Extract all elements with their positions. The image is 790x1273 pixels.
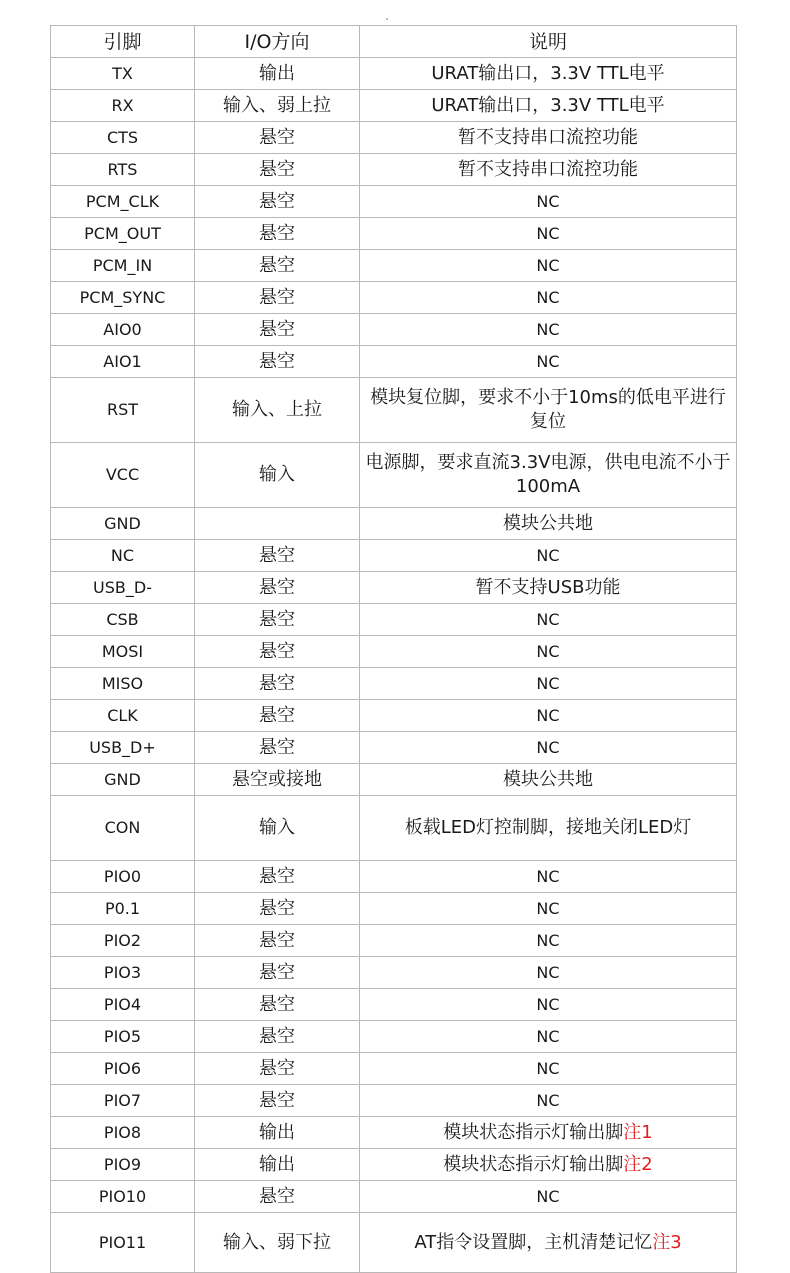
table-row (51, 732, 737, 764)
table-row (51, 218, 737, 250)
table-row (51, 122, 737, 154)
io-direction-cell: 悬空 (195, 636, 360, 668)
description-cell (360, 1181, 737, 1213)
pin-name-cell: MISO (51, 668, 195, 700)
table-row (51, 700, 737, 732)
description-cell (360, 1213, 737, 1273)
io-direction-cell: 输入、弱下拉 (195, 1213, 360, 1273)
description-cell (360, 861, 737, 893)
description-text: NC (536, 962, 560, 982)
description-cell (360, 636, 737, 668)
io-direction-cell: 输入、弱上拉 (195, 90, 360, 122)
description-text: 暂不支持USB功能 (475, 576, 621, 598)
description-text: 模块状态指示灯输出脚 (443, 1121, 624, 1143)
table-row (51, 1213, 737, 1273)
description-text: NC (536, 223, 560, 243)
pin-name-cell: RX (51, 90, 195, 122)
pin-name-cell: TX (51, 58, 195, 90)
description-cell (360, 1117, 737, 1149)
description-cell (360, 732, 737, 764)
pin-name-cell: RST (51, 378, 195, 443)
description-cell (360, 989, 737, 1021)
footnote-ref: 注1 (623, 1121, 653, 1143)
io-direction-cell: 悬空 (195, 1053, 360, 1085)
io-direction-cell: 悬空 (195, 893, 360, 925)
description-text: AT指令设置脚，主机清楚记忆 (414, 1231, 653, 1253)
description-text: NC (536, 1186, 560, 1206)
description-text: NC (536, 994, 560, 1014)
description-cell (360, 508, 737, 540)
table-row (51, 572, 737, 604)
description-text: NC (536, 351, 560, 371)
description-cell (360, 700, 737, 732)
table-row (51, 250, 737, 282)
description-cell (360, 122, 737, 154)
pin-name-cell: PCM_SYNC (51, 282, 195, 314)
table-row (51, 764, 737, 796)
io-direction-cell: 悬空 (195, 314, 360, 346)
pin-name-cell: PIO6 (51, 1053, 195, 1085)
io-direction-cell: 悬空 (195, 218, 360, 250)
description-text: NC (536, 287, 560, 307)
io-direction-cell: 悬空 (195, 989, 360, 1021)
description-cell (360, 250, 737, 282)
description-cell (360, 893, 737, 925)
pin-name-cell: CTS (51, 122, 195, 154)
description-cell (360, 668, 737, 700)
table-row (51, 989, 737, 1021)
description-text: NC (536, 898, 560, 918)
table-row (51, 90, 737, 122)
description-text: NC (536, 191, 560, 211)
description-cell (360, 1053, 737, 1085)
io-direction-cell: 悬空 (195, 282, 360, 314)
table-row (51, 1085, 737, 1117)
pin-name-cell: MOSI (51, 636, 195, 668)
description-cell (360, 796, 737, 861)
description-text: 模块复位脚，要求不小于10ms的低电平进行复位 (370, 387, 726, 432)
io-direction-cell: 悬空或接地 (195, 764, 360, 796)
pin-name-cell: PIO11 (51, 1213, 195, 1273)
table-row (51, 925, 737, 957)
io-direction-cell: 悬空 (195, 122, 360, 154)
footnote-ref: 注3 (652, 1231, 682, 1253)
description-text: 板载LED灯控制脚，接地关闭LED灯 (404, 817, 692, 838)
description-text: NC (536, 1058, 560, 1078)
table-row (51, 1021, 737, 1053)
description-cell (360, 572, 737, 604)
io-direction-cell: 悬空 (195, 668, 360, 700)
description-text: URAT输出口，3.3V TTL电平 (431, 62, 665, 84)
io-direction-cell: 悬空 (195, 604, 360, 636)
io-direction-cell: 输出 (195, 58, 360, 90)
pin-table-body (51, 58, 737, 1273)
pin-name-cell: PIO3 (51, 957, 195, 989)
table-row (51, 282, 737, 314)
pin-table (50, 25, 737, 1273)
description-cell (360, 1085, 737, 1117)
description-text: 电源脚，要求直流3.3V电源，供电电流不小于100mA (365, 452, 731, 497)
description-text: 暂不支持串口流控功能 (458, 126, 638, 148)
pin-name-cell: CON (51, 796, 195, 861)
description-cell (360, 604, 737, 636)
pin-name-cell: PCM_OUT (51, 218, 195, 250)
pin-name-cell: NC (51, 540, 195, 572)
table-row (51, 636, 737, 668)
pin-name-cell: PCM_IN (51, 250, 195, 282)
pin-name-cell: AIO1 (51, 346, 195, 378)
io-direction-cell: 输入、上拉 (195, 378, 360, 443)
pin-name-cell: AIO0 (51, 314, 195, 346)
description-cell (360, 58, 737, 90)
pin-name-cell: P0.1 (51, 893, 195, 925)
pin-name-cell: CLK (51, 700, 195, 732)
pin-name-cell: PIO0 (51, 861, 195, 893)
io-direction-cell: 悬空 (195, 1181, 360, 1213)
table-row (51, 58, 737, 90)
io-direction-cell: 悬空 (195, 700, 360, 732)
description-text: 暂不支持串口流控功能 (458, 158, 638, 180)
table-header-row (51, 26, 737, 58)
pin-name-cell: GND (51, 508, 195, 540)
description-cell (360, 1149, 737, 1181)
io-direction-cell: 悬空 (195, 1021, 360, 1053)
description-text: NC (536, 319, 560, 339)
table-row (51, 1181, 737, 1213)
table-row (51, 668, 737, 700)
pin-name-cell: USB_D+ (51, 732, 195, 764)
description-cell (360, 186, 737, 218)
pin-name-cell: CSB (51, 604, 195, 636)
description-text: NC (536, 1026, 560, 1046)
description-cell (360, 378, 737, 443)
description-cell (360, 282, 737, 314)
table-row (51, 186, 737, 218)
pin-name-cell: PIO8 (51, 1117, 195, 1149)
pin-name-cell: PIO9 (51, 1149, 195, 1181)
io-direction-cell: 悬空 (195, 250, 360, 282)
description-text: URAT输出口，3.3V TTL电平 (431, 94, 665, 116)
pin-name-cell: PCM_CLK (51, 186, 195, 218)
description-text: NC (536, 737, 560, 757)
io-direction-cell (195, 508, 360, 540)
table-row (51, 540, 737, 572)
description-cell (360, 764, 737, 796)
header-description: 说明 (360, 26, 737, 58)
header-pin: 引脚 (51, 26, 195, 58)
io-direction-cell: 输出 (195, 1117, 360, 1149)
description-text: NC (536, 930, 560, 950)
io-direction-cell: 输出 (195, 1149, 360, 1181)
io-direction-cell: 输入 (195, 443, 360, 508)
description-text: NC (536, 255, 560, 275)
io-direction-cell: 悬空 (195, 154, 360, 186)
description-cell (360, 540, 737, 572)
description-text: NC (536, 866, 560, 886)
table-row (51, 314, 737, 346)
io-direction-cell: 悬空 (195, 925, 360, 957)
table-row (51, 604, 737, 636)
description-cell (360, 90, 737, 122)
description-cell (360, 443, 737, 508)
description-text: 模块状态指示灯输出脚 (443, 1153, 624, 1175)
table-row (51, 1053, 737, 1085)
io-direction-cell: 悬空 (195, 540, 360, 572)
description-text: NC (536, 705, 560, 725)
header-io-direction: I/O方向 (195, 26, 360, 58)
pin-name-cell: USB_D- (51, 572, 195, 604)
description-text: NC (536, 1090, 560, 1110)
description-text: NC (536, 609, 560, 629)
pin-name-cell: PIO10 (51, 1181, 195, 1213)
description-cell (360, 154, 737, 186)
io-direction-cell: 悬空 (195, 957, 360, 989)
description-cell (360, 314, 737, 346)
table-row (51, 508, 737, 540)
description-cell (360, 925, 737, 957)
description-cell (360, 346, 737, 378)
pin-name-cell: PIO7 (51, 1085, 195, 1117)
table-row (51, 154, 737, 186)
description-text: NC (536, 545, 560, 565)
io-direction-cell: 悬空 (195, 732, 360, 764)
description-text: 模块公共地 (503, 512, 593, 534)
description-cell (360, 1021, 737, 1053)
pin-name-cell: VCC (51, 443, 195, 508)
table-row (51, 1117, 737, 1149)
io-direction-cell: 悬空 (195, 572, 360, 604)
decorative-dot (386, 18, 388, 20)
pin-name-cell: RTS (51, 154, 195, 186)
description-text: 模块公共地 (503, 768, 593, 790)
io-direction-cell: 悬空 (195, 1085, 360, 1117)
io-direction-cell: 悬空 (195, 186, 360, 218)
description-text: NC (536, 673, 560, 693)
table-row (51, 443, 737, 508)
table-row (51, 957, 737, 989)
table-row (51, 861, 737, 893)
table-row (51, 796, 737, 861)
pin-name-cell: PIO2 (51, 925, 195, 957)
description-cell (360, 218, 737, 250)
io-direction-cell: 悬空 (195, 861, 360, 893)
table-row (51, 378, 737, 443)
pin-name-cell: PIO5 (51, 1021, 195, 1053)
table-row (51, 893, 737, 925)
table-row (51, 346, 737, 378)
table-row (51, 1149, 737, 1181)
description-text: NC (536, 641, 560, 661)
pin-name-cell: PIO4 (51, 989, 195, 1021)
io-direction-cell: 悬空 (195, 346, 360, 378)
pin-name-cell: GND (51, 764, 195, 796)
footnote-ref: 注2 (623, 1153, 653, 1175)
description-cell (360, 957, 737, 989)
io-direction-cell: 输入 (195, 796, 360, 861)
